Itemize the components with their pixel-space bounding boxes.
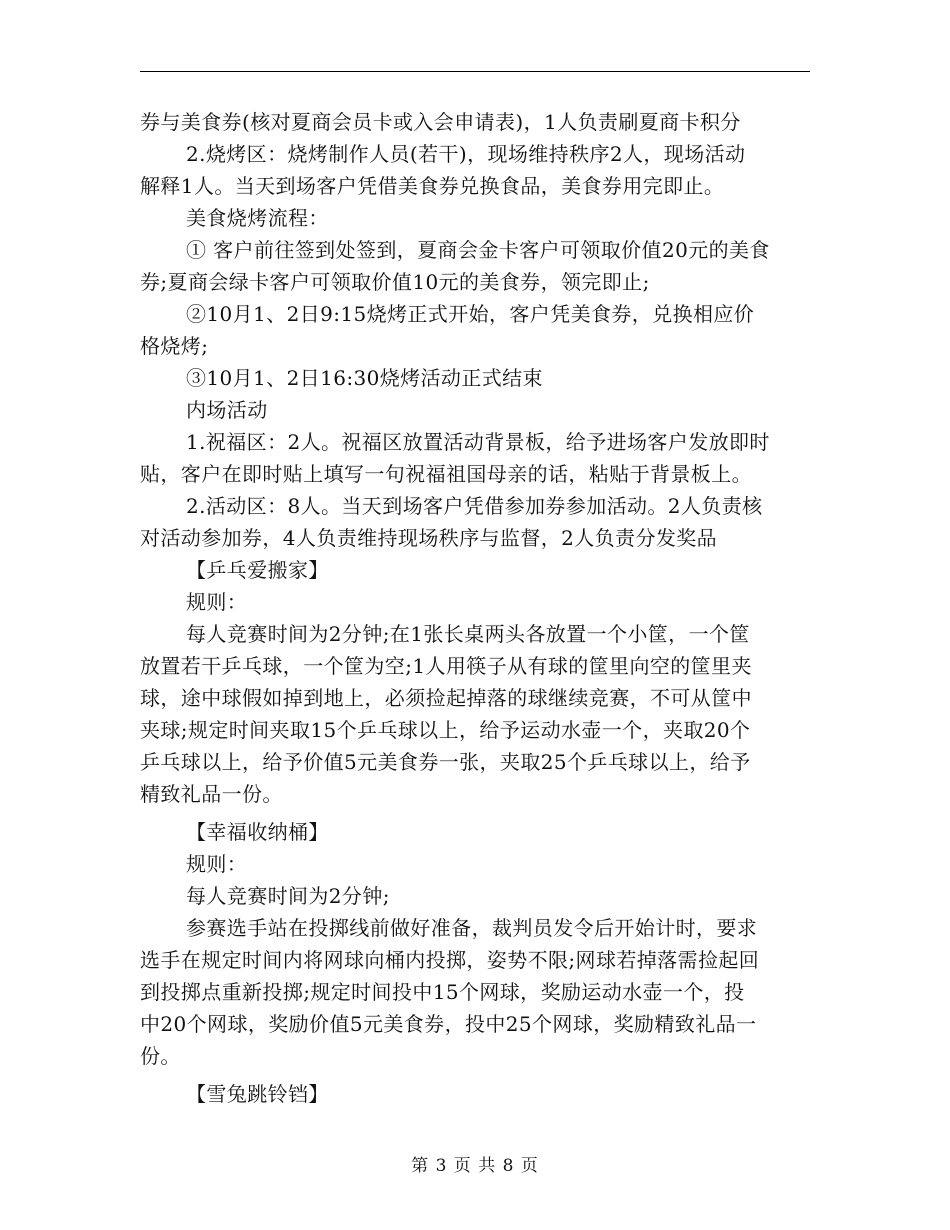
text-line: 对活动参加券，4人负责维持现场秩序与监督，2人负责分发奖品 (140, 526, 718, 550)
text-line: 【幸福收纳桶】 (186, 820, 329, 844)
text-line: 规则： (186, 852, 248, 876)
text-line: ③10月1、2日16:30烧烤活动正式结束 (186, 366, 543, 390)
text-line: 中20个网球，奖励价值5元美食券，投中25个网球，奖励精致礼品一 (140, 1012, 757, 1036)
text-line: 球，途中球假如掉到地上，必须捡起掉落的球继续竞赛，不可从筐中 (140, 686, 752, 710)
text-line: 券与美食券(核对夏商会员卡或入会申请表)，1人负责刷夏商卡积分 (140, 110, 741, 134)
document-body (140, 106, 812, 1110)
text-line: 格烧烤; (140, 334, 209, 358)
text-line: 选手在规定时间内将网球向桶内投掷，姿势不限;网球若掉落需捡起回 (140, 948, 760, 972)
text-line: 规则： (186, 590, 248, 614)
text-line: 份。 (140, 1044, 181, 1068)
text-line: 每人竞赛时间为2分钟; (186, 884, 390, 908)
page-number-label: 第 3 页 共 8 页 (411, 1156, 539, 1176)
text-line: 内场活动 (186, 398, 268, 422)
text-line: 1.祝福区：2人。祝福区放置活动背景板，给予进场客户发放即时 (186, 430, 770, 454)
page-footer (0, 1151, 950, 1176)
text-line: 精致礼品一份。 (140, 782, 283, 806)
text-line: 夹球;规定时间夹取15个乒乓球以上，给予运动水壶一个，夹取20个 (140, 718, 751, 742)
text-line: 每人竞赛时间为2分钟;在1张长桌两头各放置一个小筐，一个筐 (186, 622, 750, 646)
text-line: 贴，客户在即时贴上填写一句祝福祖国母亲的话，粘贴于背景板上。 (140, 462, 752, 486)
text-line: 2.活动区：8人。当天到场客户凭借参加券参加活动。2人负责核 (186, 494, 763, 518)
text-line: 乒乓球以上，给予价值5元美食券一张，夹取25个乒乓球以上，给予 (140, 750, 751, 774)
text-line: 券;夏商会绿卡客户可领取价值10元的美食券，领完即止; (140, 270, 650, 294)
text-line: 放置若干乒乓球，一个筐为空;1人用筷子从有球的筐里向空的筐里夹 (140, 654, 752, 678)
header-rule (140, 71, 810, 72)
text-line: 到投掷点重新投掷;规定时间投中15个网球，奖励运动水壶一个，投 (140, 980, 745, 1004)
text-line: 【雪兔跳铃铛】 (186, 1082, 329, 1106)
text-line: 【乒乓爱搬家】 (186, 558, 329, 582)
text-line: 解释1人。当天到场客户凭借美食券兑换食品，美食券用完即止。 (140, 174, 725, 198)
text-line: 美食烧烤流程： (186, 206, 329, 230)
text-line: 参赛选手站在投掷线前做好准备，裁判员发令后开始计时，要求 (186, 916, 758, 940)
text-line: ②10月1、2日9:15烧烤正式开始，客户凭美食券，兑换相应价 (186, 302, 755, 326)
text-line: ① 客户前往签到处签到，夏商会金卡客户可领取价值20元的美食 (186, 238, 770, 262)
text-line: 2.烧烤区：烧烤制作人员(若干)，现场维持秩序2人，现场活动 (186, 142, 746, 166)
